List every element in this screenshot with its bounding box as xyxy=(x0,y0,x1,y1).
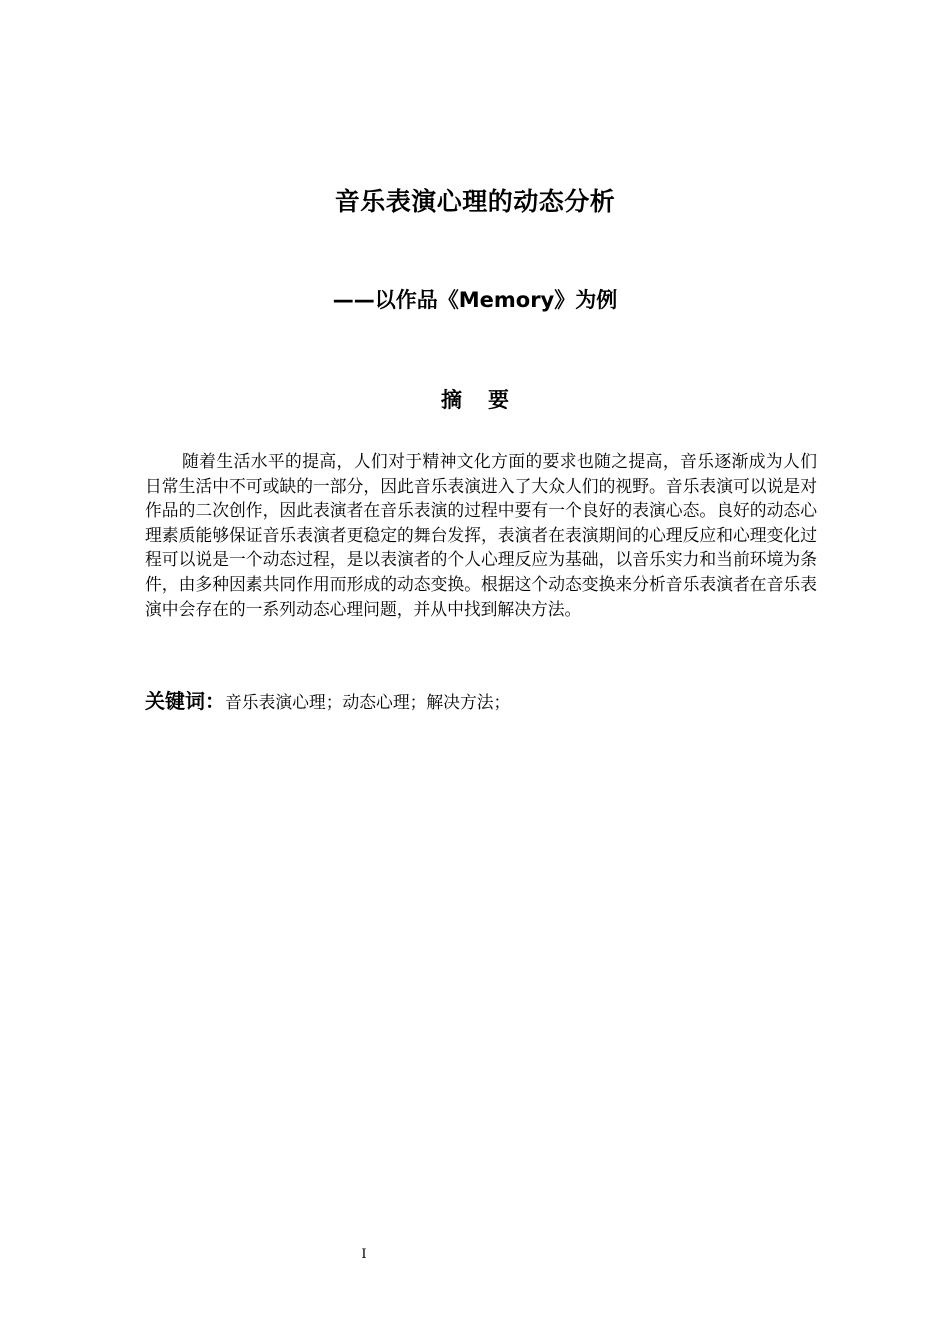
page-number: I xyxy=(361,1247,367,1262)
abstract-heading: 摘要 xyxy=(441,388,535,412)
keywords-line xyxy=(145,686,817,718)
keywords-label: 关键词： xyxy=(145,689,225,713)
document-subtitle: ——以作品《Memory》为例 xyxy=(332,288,618,312)
keywords-text: 音乐表演心理；动态心理；解决方法； xyxy=(225,692,511,712)
document-title: 音乐表演心理的动态分析 xyxy=(334,187,616,216)
abstract-body: 随着生活水平的提高，人们对于精神文化方面的要求也随之提高，音乐逐渐成为人们日常生活中不可或缺的一部分，因此音乐表演进入了大众人们的视野。音乐表演可以说是对作品的二次创作，因此表演者在音乐表演的过程中要有一个良好的表演心态。良好的动态心理素质能够保证音乐表演者更稳定的舞台发挥，表演者在表演期间的心理反应和心理变化过程可以说是一个动态过程，是以表演者的个人心理反应为基础，以音乐实力和当前环境为条件，由多种因素共同作用而形成的动态变换。根据这个动态变换来分析音乐表演者在音乐表演中会存在的一系列动态心理问题，并从中找到解决方法。 xyxy=(145,451,817,619)
